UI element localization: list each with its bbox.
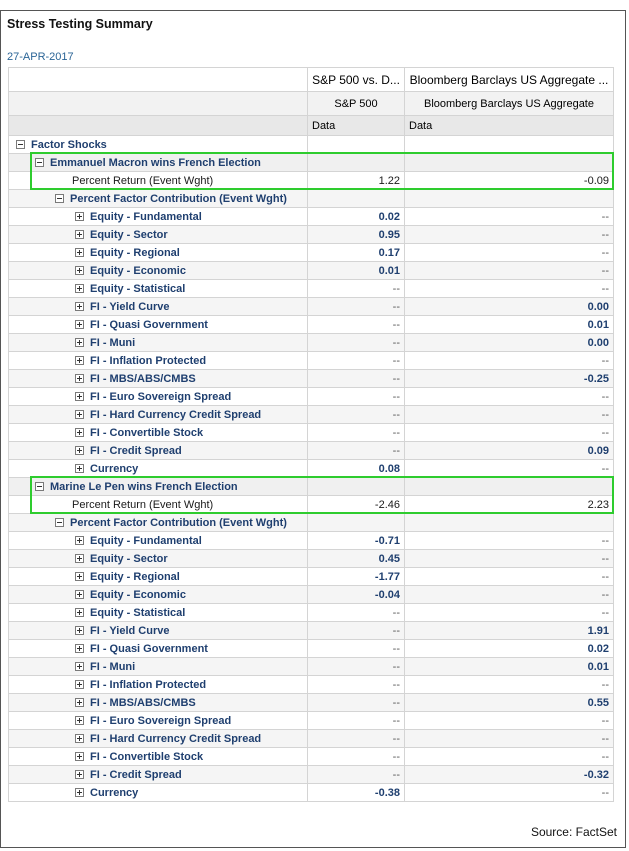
factor-label: Equity - Economic: [90, 588, 186, 601]
factor-label-cell[interactable]: [9, 316, 308, 334]
factor-label-cell[interactable]: [9, 568, 308, 586]
expand-icon[interactable]: [75, 248, 84, 257]
expand-icon[interactable]: [75, 698, 84, 707]
factor-label-cell[interactable]: [9, 550, 308, 568]
empty-cell: [405, 478, 614, 496]
factor-label: FI - Inflation Protected: [90, 678, 207, 691]
column-header-portfolio-2[interactable]: Bloomberg Barclays US Aggregate ...: [405, 68, 614, 92]
contribution-label: Percent Factor Contribution (Event Wght): [70, 192, 287, 205]
factor-row[interactable]: [9, 658, 614, 676]
expand-icon[interactable]: [75, 716, 84, 725]
percent-return-value-2: 2.23: [405, 496, 614, 514]
factor-row[interactable]: [9, 262, 614, 280]
factor-label-cell[interactable]: [9, 298, 308, 316]
expand-icon[interactable]: [75, 608, 84, 617]
empty-cell: [308, 154, 405, 172]
factor-value-2: 0.55: [405, 694, 614, 712]
factor-label-cell[interactable]: [9, 658, 308, 676]
percent-return-value-1: 1.22: [308, 172, 405, 190]
expand-icon[interactable]: [75, 788, 84, 797]
factor-value-1: 0.17: [308, 244, 405, 262]
percent-return-row: [9, 496, 614, 514]
data-label-2: Data: [405, 116, 614, 136]
factor-value-1: 0.01: [308, 262, 405, 280]
factor-label: FI - Hard Currency Credit Spread: [90, 732, 262, 745]
factor-value-1: --: [308, 712, 405, 730]
empty-cell: [308, 478, 405, 496]
event-row[interactable]: [9, 478, 614, 496]
factor-label-cell[interactable]: [9, 532, 308, 550]
column-subheader-2: Bloomberg Barclays US Aggregate: [405, 92, 614, 116]
percent-return-label: Percent Return (Event Wght): [9, 172, 308, 190]
factor-value-2: --: [405, 208, 614, 226]
factor-value-1: --: [308, 604, 405, 622]
expand-icon[interactable]: [75, 230, 84, 239]
contribution-label: Percent Factor Contribution (Event Wght): [70, 516, 287, 529]
factor-value-2: --: [405, 280, 614, 298]
collapse-icon[interactable]: [16, 140, 25, 149]
factor-row[interactable]: [9, 352, 614, 370]
factor-row[interactable]: [9, 676, 614, 694]
factor-row[interactable]: [9, 298, 614, 316]
factor-value-1: --: [308, 334, 405, 352]
factor-value-1: --: [308, 298, 405, 316]
factor-label-cell[interactable]: [9, 784, 308, 802]
factor-row[interactable]: [9, 622, 614, 640]
factor-value-1: 0.45: [308, 550, 405, 568]
source-note: Source: FactSet: [530, 825, 617, 839]
factor-value-2: -0.25: [405, 370, 614, 388]
factor-value-2: 0.01: [405, 316, 614, 334]
factor-label: FI - Muni: [90, 336, 136, 349]
factor-row[interactable]: [9, 226, 614, 244]
factor-label-cell[interactable]: [9, 604, 308, 622]
column-subheader-1: S&P 500: [308, 92, 405, 116]
header-row-data: [9, 116, 614, 136]
factor-label: Equity - Economic: [90, 264, 186, 277]
factor-row[interactable]: [9, 694, 614, 712]
factor-value-1: --: [308, 730, 405, 748]
expand-icon[interactable]: [75, 590, 84, 599]
header-blank-cell: [9, 116, 308, 136]
factor-label-cell[interactable]: [9, 388, 308, 406]
factor-value-1: --: [308, 640, 405, 658]
factor-label: FI - MBS/ABS/CMBS: [90, 696, 196, 709]
column-header-portfolio-1[interactable]: S&P 500 vs. D...: [308, 68, 405, 92]
factor-row[interactable]: [9, 406, 614, 424]
factor-value-2: 0.00: [405, 298, 614, 316]
factor-label: FI - MBS/ABS/CMBS: [90, 372, 196, 385]
expand-icon[interactable]: [75, 338, 84, 347]
factor-value-2: --: [405, 586, 614, 604]
contribution-row[interactable]: [9, 190, 614, 208]
expand-icon[interactable]: [75, 770, 84, 779]
expand-icon[interactable]: [75, 392, 84, 401]
factor-label-cell[interactable]: [9, 208, 308, 226]
factor-label: FI - Quasi Government: [90, 642, 208, 655]
factor-value-1: --: [308, 622, 405, 640]
percent-return-label: Percent Return (Event Wght): [9, 496, 308, 514]
factor-value-2: --: [405, 712, 614, 730]
factor-shocks-cell[interactable]: [9, 136, 308, 154]
factor-label: Equity - Regional: [90, 246, 180, 259]
factor-value-1: --: [308, 676, 405, 694]
factor-label: Equity - Regional: [90, 570, 180, 583]
header-row-benchmarks: [9, 92, 614, 116]
factor-label: FI - Hard Currency Credit Spread: [90, 408, 262, 421]
factor-label-cell[interactable]: [9, 424, 308, 442]
factor-label: FI - Euro Sovereign Spread: [90, 714, 232, 727]
expand-icon[interactable]: [75, 410, 84, 419]
factor-value-1: -0.38: [308, 784, 405, 802]
factor-row[interactable]: [9, 424, 614, 442]
factor-label-cell[interactable]: [9, 262, 308, 280]
expand-icon[interactable]: [75, 356, 84, 365]
factor-shocks-row[interactable]: [9, 136, 614, 154]
factor-label: FI - Muni: [90, 660, 136, 673]
factor-label: FI - Credit Spread: [90, 768, 182, 781]
event-name: Marine Le Pen wins French Election: [50, 480, 238, 493]
factor-row[interactable]: [9, 532, 614, 550]
factor-label-cell[interactable]: [9, 370, 308, 388]
expand-icon[interactable]: [75, 662, 84, 671]
factor-value-2: --: [405, 784, 614, 802]
event-name: Emmanuel Macron wins French Election: [50, 156, 261, 169]
factor-value-1: --: [308, 694, 405, 712]
factor-label-cell[interactable]: [9, 244, 308, 262]
empty-cell: [405, 190, 614, 208]
factor-row[interactable]: [9, 730, 614, 748]
factor-row[interactable]: [9, 712, 614, 730]
factor-row[interactable]: [9, 568, 614, 586]
factor-value-1: --: [308, 658, 405, 676]
factor-label-cell[interactable]: [9, 694, 308, 712]
factor-row[interactable]: [9, 586, 614, 604]
contribution-row[interactable]: [9, 514, 614, 532]
factor-value-1: --: [308, 766, 405, 784]
factor-value-1: --: [308, 280, 405, 298]
expand-icon[interactable]: [75, 572, 84, 581]
factor-row[interactable]: [9, 640, 614, 658]
expand-icon[interactable]: [75, 428, 84, 437]
expand-icon[interactable]: [75, 554, 84, 563]
factor-value-2: --: [405, 460, 614, 478]
factor-value-2: --: [405, 748, 614, 766]
factor-value-2: --: [405, 568, 614, 586]
expand-icon[interactable]: [75, 734, 84, 743]
factor-label-cell[interactable]: [9, 442, 308, 460]
factor-value-1: -1.77: [308, 568, 405, 586]
factor-row[interactable]: [9, 370, 614, 388]
factor-value-2: --: [405, 244, 614, 262]
factor-value-1: --: [308, 352, 405, 370]
factor-row[interactable]: [9, 316, 614, 334]
factor-value-1: -0.71: [308, 532, 405, 550]
factor-row[interactable]: [9, 460, 614, 478]
factor-value-2: 0.09: [405, 442, 614, 460]
event-name-cell[interactable]: [9, 478, 308, 496]
expand-icon[interactable]: [75, 212, 84, 221]
factor-row[interactable]: [9, 784, 614, 802]
expand-icon[interactable]: [75, 302, 84, 311]
data-label-1: Data: [308, 116, 405, 136]
factor-label-cell[interactable]: [9, 712, 308, 730]
factor-value-2: --: [405, 352, 614, 370]
factor-row[interactable]: [9, 334, 614, 352]
factor-label: Equity - Fundamental: [90, 210, 202, 223]
factor-label: FI - Credit Spread: [90, 444, 182, 457]
factor-value-1: 0.08: [308, 460, 405, 478]
factor-value-1: --: [308, 388, 405, 406]
factor-value-2: 0.00: [405, 334, 614, 352]
factor-value-2: --: [405, 424, 614, 442]
factor-value-1: --: [308, 424, 405, 442]
percent-return-value-1: -2.46: [308, 496, 405, 514]
factor-label: Equity - Statistical: [90, 606, 186, 619]
factor-label: Equity - Sector: [90, 552, 168, 565]
report-title: Stress Testing Summary: [7, 17, 153, 31]
factor-label: Equity - Sector: [90, 228, 168, 241]
empty-cell: [308, 514, 405, 532]
factor-label-cell[interactable]: [9, 748, 308, 766]
factor-label: FI - Yield Curve: [90, 300, 170, 313]
header-row-portfolios: [9, 68, 614, 92]
factor-value-2: --: [405, 226, 614, 244]
expand-icon[interactable]: [75, 374, 84, 383]
factor-value-2: 1.91: [405, 622, 614, 640]
factor-value-2: --: [405, 388, 614, 406]
factor-row[interactable]: [9, 244, 614, 262]
stress-test-grid: [8, 67, 614, 802]
percent-return-row: [9, 172, 614, 190]
expand-icon[interactable]: [75, 320, 84, 329]
factor-value-2: --: [405, 550, 614, 568]
expand-icon[interactable]: [75, 644, 84, 653]
factor-label-cell[interactable]: [9, 676, 308, 694]
expand-icon[interactable]: [75, 446, 84, 455]
collapse-icon[interactable]: [35, 158, 44, 167]
expand-icon[interactable]: [75, 266, 84, 275]
factor-label: Equity - Statistical: [90, 282, 186, 295]
expand-icon[interactable]: [75, 626, 84, 635]
factor-label: Currency: [90, 786, 139, 799]
factor-value-2: --: [405, 262, 614, 280]
factor-label: FI - Inflation Protected: [90, 354, 207, 367]
factor-value-1: --: [308, 442, 405, 460]
factor-row[interactable]: [9, 280, 614, 298]
factor-value-2: --: [405, 532, 614, 550]
empty-cell: [405, 154, 614, 172]
empty-cell: [405, 136, 614, 154]
empty-cell: [308, 136, 405, 154]
factor-row[interactable]: [9, 442, 614, 460]
factor-label-cell[interactable]: [9, 334, 308, 352]
factor-value-2: -0.32: [405, 766, 614, 784]
factor-label: FI - Yield Curve: [90, 624, 170, 637]
factor-label-cell[interactable]: [9, 352, 308, 370]
factor-value-1: 0.95: [308, 226, 405, 244]
header-blank-cell: [9, 68, 308, 92]
empty-cell: [308, 190, 405, 208]
factor-value-2: --: [405, 406, 614, 424]
collapse-icon[interactable]: [55, 518, 64, 527]
contribution-label-cell[interactable]: [9, 514, 308, 532]
factor-label-cell[interactable]: [9, 460, 308, 478]
factor-value-1: --: [308, 316, 405, 334]
factor-value-2: 0.01: [405, 658, 614, 676]
factor-label-cell[interactable]: [9, 640, 308, 658]
collapse-icon[interactable]: [35, 482, 44, 491]
factor-value-1: -0.04: [308, 586, 405, 604]
event-row[interactable]: [9, 154, 614, 172]
factor-label: Currency: [90, 462, 139, 475]
collapse-icon[interactable]: [55, 194, 64, 203]
factor-label-cell[interactable]: [9, 766, 308, 784]
factor-label-cell[interactable]: [9, 406, 308, 424]
factor-value-1: --: [308, 370, 405, 388]
factor-label-cell[interactable]: [9, 280, 308, 298]
factor-label: FI - Convertible Stock: [90, 750, 204, 763]
empty-cell: [405, 514, 614, 532]
factor-row[interactable]: [9, 208, 614, 226]
factor-value-2: --: [405, 604, 614, 622]
expand-icon[interactable]: [75, 284, 84, 293]
factor-label-cell[interactable]: [9, 622, 308, 640]
factor-row[interactable]: [9, 388, 614, 406]
factor-value-2: --: [405, 730, 614, 748]
factor-label-cell[interactable]: [9, 586, 308, 604]
factor-row[interactable]: [9, 748, 614, 766]
factor-row[interactable]: [9, 766, 614, 784]
factor-label: FI - Quasi Government: [90, 318, 208, 331]
expand-icon[interactable]: [75, 464, 84, 473]
factor-value-1: 0.02: [308, 208, 405, 226]
report-date: 27-APR-2017: [7, 51, 74, 63]
expand-icon[interactable]: [75, 536, 84, 545]
factor-value-2: 0.02: [405, 640, 614, 658]
factor-label: Equity - Fundamental: [90, 534, 202, 547]
factor-label: FI - Convertible Stock: [90, 426, 204, 439]
percent-return-value-2: -0.09: [405, 172, 614, 190]
expand-icon[interactable]: [75, 752, 84, 761]
factor-label: FI - Euro Sovereign Spread: [90, 390, 232, 403]
header-blank-cell: [9, 92, 308, 116]
factor-row[interactable]: [9, 604, 614, 622]
factor-value-1: --: [308, 748, 405, 766]
contribution-label-cell[interactable]: [9, 190, 308, 208]
factor-label-cell[interactable]: [9, 226, 308, 244]
expand-icon[interactable]: [75, 680, 84, 689]
factor-value-2: --: [405, 676, 614, 694]
factor-row[interactable]: [9, 550, 614, 568]
factor-label-cell[interactable]: [9, 730, 308, 748]
factor-value-1: --: [308, 406, 405, 424]
event-name-cell[interactable]: [9, 154, 308, 172]
factor-shocks-label: Factor Shocks: [31, 138, 107, 151]
